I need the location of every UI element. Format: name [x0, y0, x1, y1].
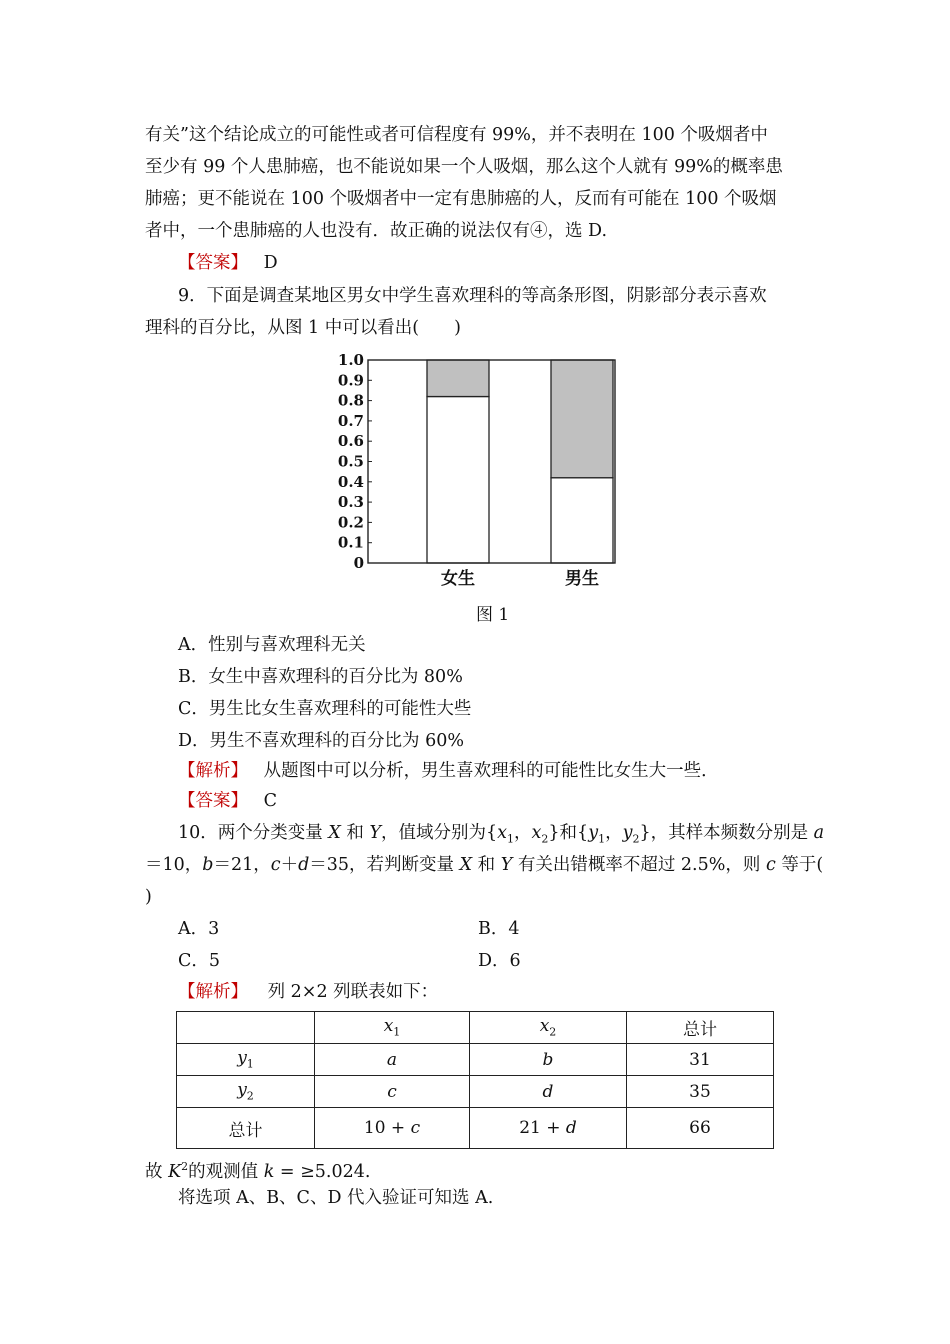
y-tick-label: 0.1 — [337, 533, 364, 552]
bar-shaded — [551, 360, 613, 478]
paragraph-line: 肺癌；更不能说在 100 个吸烟者中一定有患肺癌的人，反而有可能在 100 个吸烟 — [145, 189, 777, 209]
table-cell: 总计 — [177, 1108, 315, 1149]
table-cell: c — [315, 1076, 470, 1108]
paragraph-line: 有关”这个结论成立的可能性或者可信程度有 99%，并不表明在 100 个吸烟者中 — [145, 125, 768, 145]
q10-analysis-line — [178, 980, 438, 1004]
option-a: A．性别与喜欢理科无关 — [178, 635, 366, 655]
y-tick-label: 0.2 — [337, 513, 364, 532]
paragraph-line: 者中，一个患肺癌的人也没有．故正确的说法仅有④，选 D. — [145, 221, 608, 241]
bar-unshaded — [427, 397, 489, 563]
y-tick-label: 1.0 — [337, 351, 364, 369]
contingency-table — [176, 1011, 774, 1149]
y-tick-label: 0.7 — [337, 411, 364, 430]
x-tick-label: 女生 — [441, 569, 475, 589]
bar-unshaded — [551, 478, 613, 563]
k-line: 故 $K^2$的观测值 k = ≥5.024. — [145, 1160, 371, 1182]
q9-answer-line — [178, 789, 277, 813]
q8-answer-line — [178, 251, 278, 275]
stacked-bar-chart — [320, 348, 630, 593]
option-c: C．男生比女生喜欢理科的可能性大些 — [178, 699, 472, 719]
option-d: D．男生不喜欢理科的百分比为 60% — [178, 731, 464, 751]
answer-value: C — [263, 791, 277, 811]
table-cell: b — [470, 1044, 627, 1076]
q9-analysis-line — [178, 759, 719, 783]
table-row: 总计 10 + c 21 + d 66 — [177, 1108, 774, 1149]
answer-label: 【答案】 — [178, 791, 248, 811]
option-c: C．5 — [178, 951, 221, 971]
analysis-label: 【解析】 — [178, 761, 248, 781]
y-tick-label: 0.9 — [337, 371, 364, 390]
analysis-label: 【解析】 — [178, 982, 248, 1002]
y-tick-label: 0.6 — [337, 432, 364, 451]
q10-stem-line: 10．两个分类变量 X 和 Y，值域分别为{$x_1$，$x_2$}和{$y_1$，$y_2$}，其样本频数分别是 a — [178, 823, 825, 846]
analysis-text: 从题图中可以分析，男生喜欢理科的可能性比女生大一些． — [263, 761, 719, 781]
y-tick-label: 0.4 — [337, 472, 364, 491]
y-tick-label: 0.5 — [337, 452, 364, 471]
option-d: D．6 — [478, 951, 521, 971]
y-tick-label: 0 — [353, 554, 364, 572]
answer-label: 【答案】 — [178, 253, 248, 273]
option-b: B．4 — [478, 919, 520, 939]
table-cell: 总计 — [627, 1012, 774, 1044]
table-row: $y_2$ c d 35 — [177, 1076, 774, 1108]
bar-shaded — [427, 360, 489, 397]
option-a: A．3 — [178, 919, 220, 939]
q10-stem-line: ) — [145, 887, 152, 907]
table-row: $x_1$ $x_2$ 总计 — [177, 1012, 774, 1044]
table-cell: 31 — [627, 1044, 774, 1076]
table-cell: 66 — [627, 1108, 774, 1149]
x-tick-label: 男生 — [565, 569, 599, 589]
option-b: B．女生中喜欢理科的百分比为 80% — [178, 667, 463, 687]
analysis-text: 列 2×2 列联表如下： — [267, 982, 439, 1002]
figure-caption: 图 1 — [476, 605, 510, 625]
table-cell: d — [470, 1076, 627, 1108]
y-tick-label: 0.3 — [337, 493, 364, 512]
table-row: $y_1$ a b 31 — [177, 1044, 774, 1076]
q10-stem-line: ＝10，b＝21，c＋d＝35，若判断变量 X 和 Y 有关出错概率不超过 2.5%，则 c 等于( — [145, 855, 824, 875]
paragraph-line: 至少有 99 个人患肺癌，也不能说如果一个人吸烟，那么这个人就有 99%的概率患 — [145, 157, 783, 177]
final-line: 将选项 A、B、C、D 代入验证可知选 A. — [178, 1188, 494, 1208]
table-cell: 35 — [627, 1076, 774, 1108]
q9-stem-line: 理科的百分比，从图 1 中可以看出( ) — [145, 318, 461, 338]
table-cell: a — [315, 1044, 470, 1076]
answer-value: D — [263, 253, 278, 273]
y-tick-label: 0.8 — [337, 391, 364, 410]
q9-stem-line: 9．下面是调查某地区男女中学生喜欢理科的等高条形图，阴影部分表示喜欢 — [178, 286, 767, 306]
